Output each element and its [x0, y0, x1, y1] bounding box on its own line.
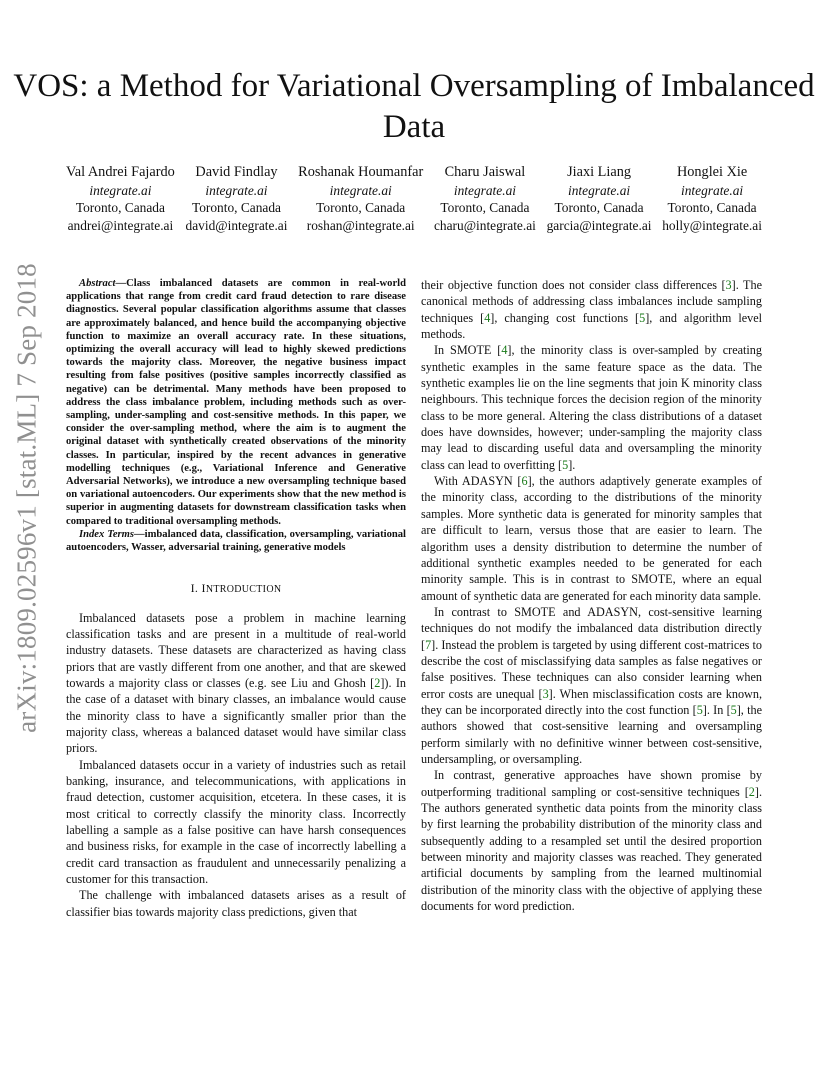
citation-link[interactable]: 6 — [521, 474, 528, 489]
abstract-label: Abstract — [79, 278, 116, 289]
author-block — [298, 164, 423, 234]
author-email[interactable]: charu@integrate.ai — [433, 217, 536, 233]
author-block — [547, 164, 652, 234]
author-list — [66, 164, 762, 234]
author-email[interactable]: david@integrate.ai — [185, 217, 288, 233]
arxiv-stamp — [9, 258, 45, 738]
author-location: Toronto, Canada — [191, 200, 282, 216]
index-terms-label: Index Terms — [79, 528, 135, 540]
author-name: Honglei Xie — [676, 164, 748, 180]
author-affiliation: integrate.ai — [205, 182, 268, 198]
author-affiliation: integrate.ai — [568, 182, 631, 198]
author-email[interactable]: holly@integrate.ai — [662, 217, 762, 233]
citation-link[interactable]: 7 — [425, 637, 432, 652]
index-terms-text: —imbalanced data, classification, oversampling, variational autoencoders, Wasser, adversarial training, generative models — [66, 528, 406, 554]
abstract-text: —Class imbalanced datasets are common in real-world applications that range from credit card fraud detection to rare disease diagnostics. Several popular classification algorithms assume that classes are approximately balanced, and hence build the accompanying objective function to maximize an overall accuracy rate. In these situations, optimizing the overall accuracy will lead to highly skewed predictions towards the majority class. Moreover, the negative business impact resulting from false positives (positive samples incorrectly classified as negative) can be detrimental. Many methods have been proposed to address the class imbalance problem, including methods such as over-sampling, under-sampling and cost-sensitive methods. In this paper, we consider the over-sampling method, where the aim is to augment the original dataset with synthetically created observations of the minority classes. In particular, inspired by the recent advances in generative modelling techniques (e.g., Variational Inference and Generative Adversarial Networks), we introduce a new oversampling technique based on variational autoencoders. Our experiments show that the new method is superior in augmenting datasets for downstream classification tasks when compared to traditional oversampling methods. — [66, 278, 406, 527]
paragraph: In contrast to SMOTE and ADASYN, cost-sensitive learning techniques do not modify the imbalanced data distribution directly [7]. Instead the problem is targeted by using different cost-matrices to describe the cost of misclassifying data samples as false negatives or false positives. These techniques can also consider learning when error costs are unequal [3]. When misclassification costs are known, they can be incorporated directly into the cost function [5]. In [5], the authors showed that cost-sensitive learning and oversampling perform similarly with no definitive winner between cost-sensitive, undersampling, or oversampling. — [421, 604, 762, 766]
citation-link[interactable]: 5 — [730, 702, 737, 717]
section-number: I. — [190, 581, 199, 596]
citation-link[interactable]: 2 — [374, 675, 381, 690]
section-title-initial: I — [201, 581, 206, 596]
citation-link[interactable]: 5 — [639, 310, 646, 325]
author-email[interactable]: roshan@integrate.ai — [306, 217, 415, 233]
author-name: Roshanak Houmanfar — [298, 164, 424, 180]
author-name: Jiaxi Liang — [567, 164, 632, 180]
citation-link[interactable]: 3 — [542, 686, 549, 701]
paragraph: Imbalanced datasets occur in a variety of industries such as retail banking, insurance, and telecommunications, with applications in fraud detection, customer acquisition, etcetera. In these cases, it is most critical to correctly classify the minority class. Incorrectly labelling a sample as a false positive can have harsh consequences and business risks, for example in the case of incorrectly labelling a credit card transaction as fraudulent and unnecessarily penalizing a customer for this transaction. — [66, 757, 406, 887]
author-affiliation: integrate.ai — [681, 182, 744, 198]
author-location: Toronto, Canada — [316, 200, 406, 216]
left-column — [66, 277, 406, 920]
section-title-rest: NTRODUCTION — [205, 584, 282, 596]
author-affiliation: integrate.ai — [329, 182, 392, 198]
author-name: Charu Jaiswal — [444, 164, 526, 180]
paragraph: With ADASYN [6], the authors adaptively generate examples of the minority class, according to the distributions of the minority samples. More synthetic data is generated for minority samples that are difficult to learn, versus those that are easier to learn. The algorithm uses a density distribution to determine the number of additional synthetic examples needed to be generated for each minority sample. This is in contrast to SMOTE, where an equal amount of synthetic data are generated for each minority data sample. — [421, 474, 762, 603]
author-name: David Findlay — [195, 164, 278, 180]
paper-title: VOS: a Method for Variational Oversampling of Imbalanced Data — [13, 68, 815, 145]
author-email[interactable]: garcia@integrate.ai — [546, 217, 652, 233]
citation-link[interactable]: 5 — [562, 457, 569, 472]
author-affiliation: integrate.ai — [89, 182, 152, 198]
author-name: Val Andrei Fajardo — [66, 164, 175, 180]
author-affiliation: integrate.ai — [453, 182, 516, 198]
author-location: Toronto, Canada — [75, 200, 165, 216]
author-location: Toronto, Canada — [667, 200, 757, 216]
paragraph: In contrast, generative approaches have shown promise by outperforming traditional sampling or cost-sensitive techniques [2]. The authors generated synthetic data points from the minority class by first learning the probability distribution of the minority class and subsequently adding to a resampled set until the desired proportion between minority and majority classes was reached. They generated artificial documents by sampling from the learned multinomial distribution of the minority class with the objective of applying these documents for word prediction. — [421, 768, 762, 914]
author-location: Toronto, Canada — [440, 200, 530, 216]
author-block — [434, 164, 536, 234]
right-column — [421, 277, 762, 914]
author-location: Toronto, Canada — [554, 200, 644, 216]
paragraph: Imbalanced datasets pose a problem in machine learning classification tasks and are present in a multitude of real-world industry datasets. These datasets are characterized as having class priors that are vastly different from one another, and that are skewed towards a majority class or classes (e.g. see Liu and Ghosh [2]). In the case of a dataset with binary classes, an imbalance would cause the minority class to have a significantly smaller prior than the majority class, whereas a balanced dataset would have similar class priors. — [66, 610, 406, 756]
abstract — [66, 277, 406, 528]
author-block — [66, 164, 175, 234]
arxiv-stamp-text[interactable]: arXiv:1809.02596v1 [stat.ML] 7 Sep 2018 — [11, 263, 42, 733]
paragraph: their objective function does not consider class differences [3]. The canonical methods of addressing class imbalances include sampling techniques [4], changing cost functions [5], and algorithm level methods. — [421, 278, 762, 342]
citation-link[interactable]: 3 — [725, 278, 732, 292]
citation-link[interactable]: 4 — [501, 343, 508, 358]
citation-link[interactable]: 4 — [484, 310, 491, 325]
author-email[interactable]: andrei@integrate.ai — [67, 217, 174, 233]
citation-link[interactable]: 5 — [696, 702, 703, 717]
author-block — [186, 164, 288, 234]
citation-link[interactable]: 2 — [748, 784, 755, 799]
index-terms — [66, 528, 406, 554]
paragraph: The challenge with imbalanced datasets arises as a result of classifier bias towards majority class predictions, given that — [66, 888, 406, 919]
paragraph: In SMOTE [4], the minority class is over-sampled by creating synthetic examples in the same feature space as the data. The synthetic examples lie on the line segments that join K minority class neighbours. This technique forces the decision region of the minority class to be more general. Altering the class distributions of a dataset does have downsides, however; under-sampling the majority class may lead to discarding useful data and oversampling the minority class can lead to overfitting [5]. — [421, 343, 762, 472]
section-heading-introduction — [66, 580, 406, 598]
author-block — [662, 164, 762, 234]
